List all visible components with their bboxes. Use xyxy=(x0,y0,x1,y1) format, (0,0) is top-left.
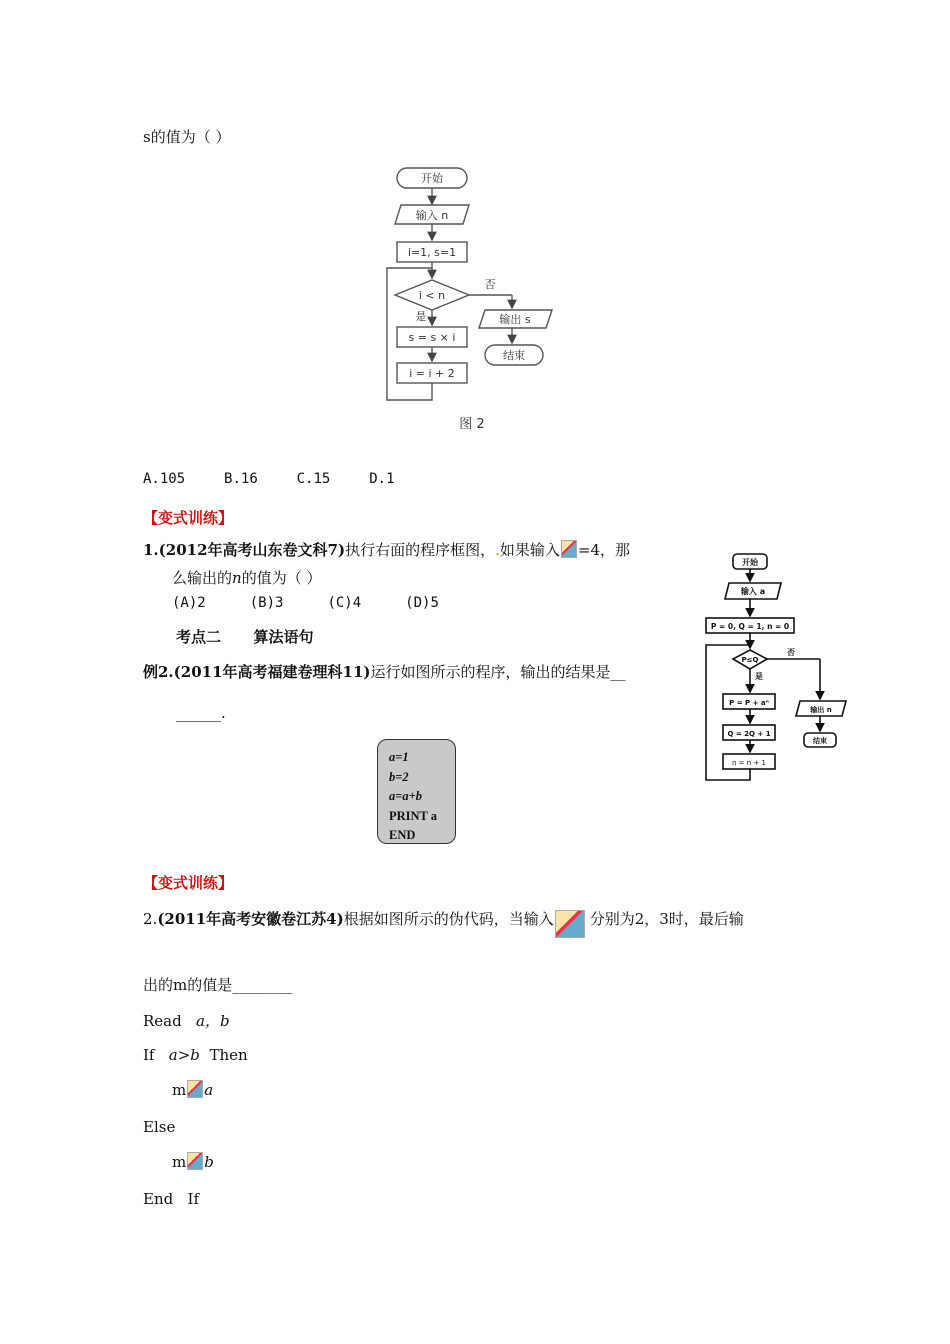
broken-image-icon xyxy=(187,1080,203,1098)
condition-label: i < n xyxy=(418,289,446,302)
question-1-line-2: 么输出的n的值为（ ） xyxy=(172,569,322,587)
answer-options xyxy=(143,471,395,487)
question-2-line-1: 2.(2011年高考安徽卷江苏4)根据如图所示的伪代码，当输入 分别为2，3时，最后输 xyxy=(143,908,744,938)
option-c: C.15 xyxy=(296,471,331,487)
init-label: i=1, s=1 xyxy=(407,246,457,259)
multiply-label: s = s × i xyxy=(408,331,456,344)
svg-text:P≤Q: P≤Q xyxy=(741,656,759,664)
start-label: 开始 xyxy=(421,172,443,185)
broken-image-icon xyxy=(187,1152,203,1170)
increment-label: i = i + 2 xyxy=(409,367,455,380)
option-d: D.1 xyxy=(369,471,395,487)
svg-text:P = 0, Q = 1, n = 0: P = 0, Q = 1, n = 0 xyxy=(710,622,790,631)
flowchart-right xyxy=(703,548,863,790)
no-label: 否 xyxy=(484,278,496,291)
broken-image-icon xyxy=(555,910,585,938)
question-1-line-1: 1.(2012年高考山东卷文科7)执行右面的程序框图，.如果输入 =4，那 xyxy=(143,541,630,559)
section-title-2: 【变式训练】 xyxy=(143,874,234,892)
pseudo-assign-a: m a xyxy=(172,1081,214,1099)
svg-text:P = P + aⁿ: P = P + aⁿ xyxy=(729,699,769,707)
example-2-line-1: 例2.(2011年高考福建卷理科11)运行如图所示的程序，输出的结果是__ xyxy=(143,663,626,681)
section-heading-2: 考点二 算法语句 xyxy=(176,628,314,646)
example-2-blank: ______. xyxy=(176,704,226,722)
svg-text:结束: 结束 xyxy=(813,737,827,745)
question-1-options: (A)2 (B)3 (C)4 (D)5 xyxy=(172,595,439,611)
pseudo-assign-b: m b xyxy=(172,1153,214,1171)
output-label: 输出 s xyxy=(499,313,531,326)
svg-text:是: 是 xyxy=(755,672,763,681)
program-code-box: a=1 b=2 a=a+b PRINT a END xyxy=(377,739,456,844)
input-label: 输入 n xyxy=(415,209,449,222)
figure-caption: 图 2 xyxy=(459,417,485,432)
question-2-line-2: 出的m的值是________ xyxy=(143,976,293,994)
option-a: A.105 xyxy=(143,471,186,487)
svg-text:Q = 2Q + 1: Q = 2Q + 1 xyxy=(727,730,771,738)
svg-text:否: 否 xyxy=(787,648,795,657)
pseudo-end-if: End If xyxy=(143,1190,199,1208)
question-source: (2012年高考山东卷文科7) xyxy=(158,541,346,559)
pseudo-read: Read a，b xyxy=(143,1012,230,1030)
section-title-1: 【变式训练】 xyxy=(143,509,234,527)
flowchart-figure-2 xyxy=(377,160,577,444)
svg-text:n = n + 1: n = n + 1 xyxy=(732,759,766,767)
question-stem: s的值为（ ） xyxy=(143,128,231,146)
end-label: 结束 xyxy=(503,349,525,362)
broken-image-icon xyxy=(561,540,577,558)
yes-label: 是 xyxy=(415,310,427,323)
svg-text:输入 a: 输入 a xyxy=(740,587,766,596)
pseudo-if: If a>b Then xyxy=(143,1046,248,1064)
option-b: B.16 xyxy=(224,471,258,487)
pseudo-else: Else xyxy=(143,1118,176,1136)
svg-text:开始: 开始 xyxy=(742,558,758,567)
svg-text:输出 n: 输出 n xyxy=(810,706,832,714)
